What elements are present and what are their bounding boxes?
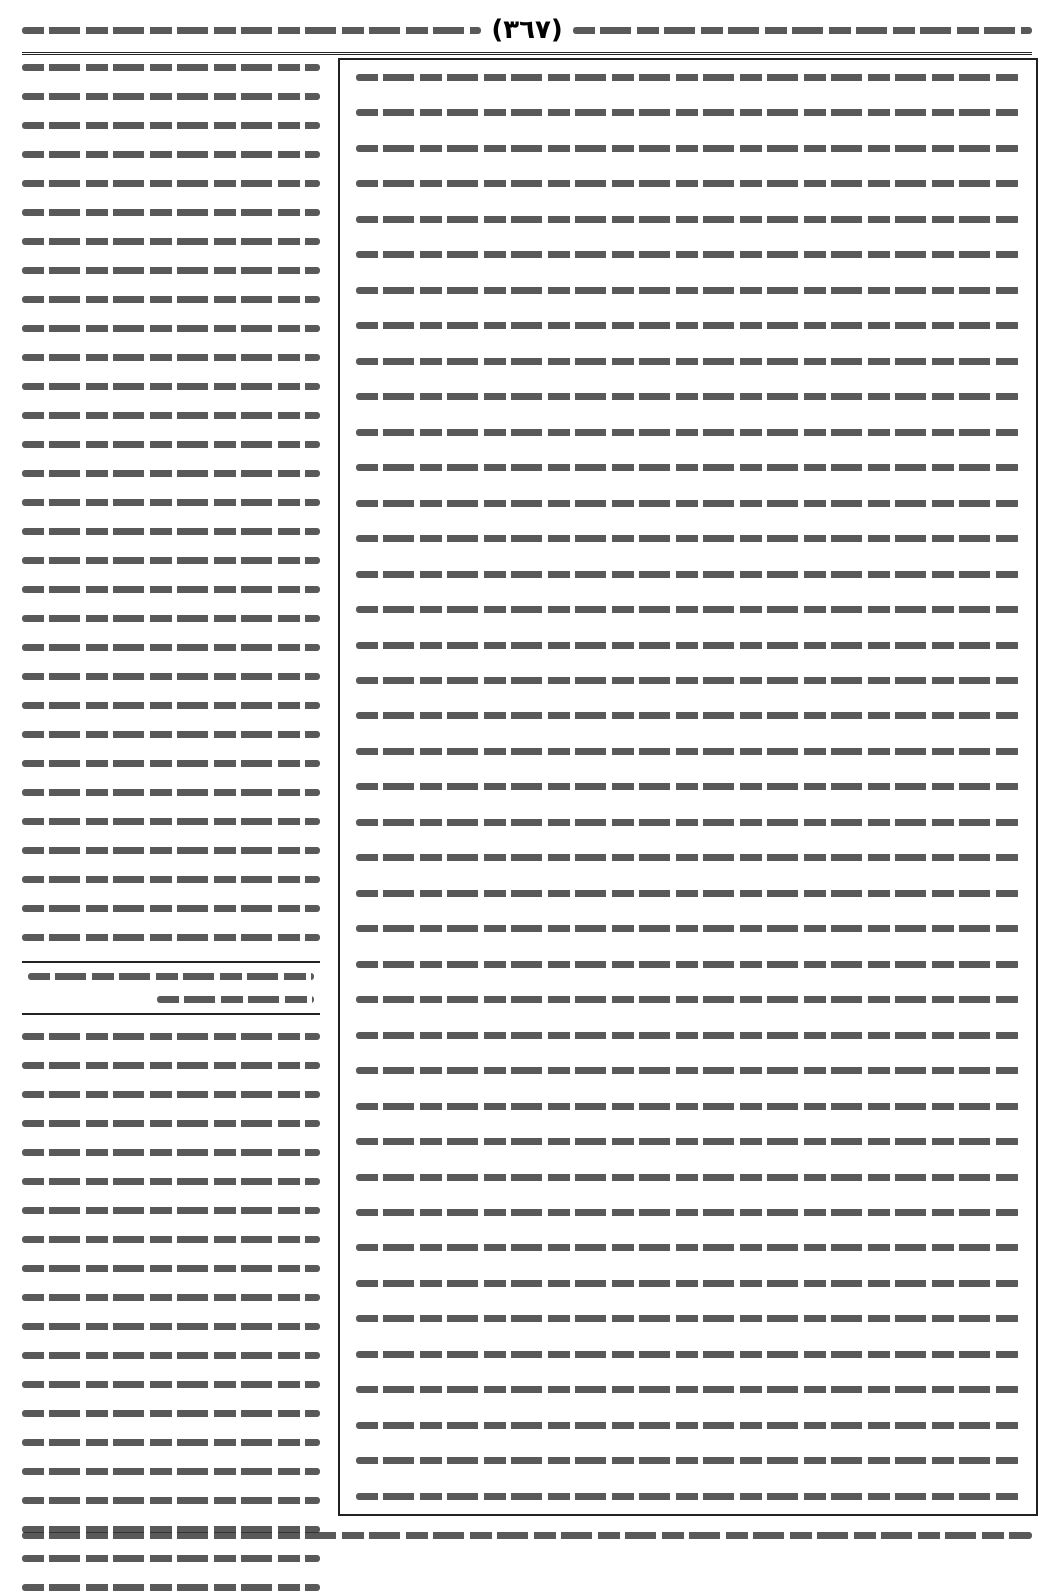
commentary-text-line bbox=[356, 642, 1020, 649]
hadith-text-line bbox=[22, 354, 320, 361]
commentary-text-line bbox=[356, 1209, 1020, 1216]
hadith-text-line bbox=[22, 789, 320, 796]
commentary-text-line bbox=[356, 109, 1020, 116]
commentary-text-line bbox=[356, 819, 1020, 826]
commentary-text-line bbox=[356, 890, 1020, 897]
hadith-text-line bbox=[22, 702, 320, 709]
commentary-text-line bbox=[356, 322, 1020, 329]
commentary-text-line bbox=[356, 996, 1020, 1003]
hadith-text-line bbox=[22, 296, 320, 303]
hadith-text-line bbox=[22, 325, 320, 332]
page-footer-line bbox=[22, 1524, 1032, 1546]
commentary-text-line bbox=[356, 180, 1020, 187]
commentary-text-line bbox=[356, 606, 1020, 613]
hadith-text-line bbox=[22, 441, 320, 448]
hadith-text-line bbox=[22, 673, 320, 680]
page-number: (٣٦٧) bbox=[491, 15, 563, 45]
commentary-text-line bbox=[356, 712, 1020, 719]
commentary-text-line bbox=[356, 748, 1020, 755]
commentary-text-line bbox=[356, 961, 1020, 968]
margin-commentary-line bbox=[22, 1410, 320, 1417]
commentary-text-line bbox=[356, 1032, 1020, 1039]
margin-commentary-line bbox=[22, 1439, 320, 1446]
hadith-text-line bbox=[22, 557, 320, 564]
margin-commentary-line bbox=[22, 1265, 320, 1272]
hadith-text-line bbox=[22, 760, 320, 767]
margin-commentary-line bbox=[22, 1149, 320, 1156]
hadith-text-line bbox=[22, 905, 320, 912]
commentary-text-line bbox=[356, 429, 1020, 436]
hadith-text-line bbox=[22, 64, 320, 71]
header-text-line bbox=[573, 27, 1032, 34]
page-header bbox=[22, 8, 1032, 55]
margin-commentary-line bbox=[22, 1207, 320, 1214]
chapter-heading-line bbox=[157, 996, 314, 1003]
hadith-margin-column bbox=[18, 58, 324, 1516]
margin-commentary-line bbox=[22, 1352, 320, 1359]
commentary-text-line bbox=[356, 1244, 1020, 1251]
commentary-text-line bbox=[356, 1138, 1020, 1145]
commentary-text-line bbox=[356, 783, 1020, 790]
commentary-text-line bbox=[356, 1386, 1020, 1393]
commentary-text-line bbox=[356, 500, 1020, 507]
margin-commentary-line bbox=[22, 1323, 320, 1330]
hadith-text-line bbox=[22, 180, 320, 187]
commentary-text-line bbox=[356, 1174, 1020, 1181]
header-text-lines bbox=[573, 27, 1032, 34]
commentary-text-line bbox=[356, 535, 1020, 542]
commentary-frame bbox=[338, 58, 1038, 1516]
commentary-text-line bbox=[356, 925, 1020, 932]
margin-commentary-line bbox=[22, 1381, 320, 1388]
hadith-text-line bbox=[22, 93, 320, 100]
commentary-text-line bbox=[356, 74, 1020, 81]
hadith-text-line bbox=[22, 586, 320, 593]
header-text-line bbox=[22, 27, 481, 34]
commentary-text-line bbox=[356, 677, 1020, 684]
commentary-text-line bbox=[356, 1493, 1020, 1500]
commentary-text-line bbox=[356, 358, 1020, 365]
margin-commentary-line bbox=[22, 1236, 320, 1243]
margin-commentary-line bbox=[22, 1033, 320, 1040]
chapter-heading-line bbox=[28, 973, 314, 980]
hadith-text-line bbox=[22, 876, 320, 883]
hadith-text-line bbox=[22, 470, 320, 477]
commentary-text-line bbox=[356, 393, 1020, 400]
hadith-text-line bbox=[22, 615, 320, 622]
margin-commentary-line bbox=[22, 1062, 320, 1069]
commentary-text-line bbox=[356, 1103, 1020, 1110]
hadith-text-line bbox=[22, 731, 320, 738]
commentary-text-line bbox=[356, 571, 1020, 578]
commentary-text-line bbox=[356, 1067, 1020, 1074]
hadith-text-line bbox=[22, 528, 320, 535]
hadith-text-line bbox=[22, 209, 320, 216]
margin-commentary-line bbox=[22, 1468, 320, 1475]
chapter-heading-box bbox=[22, 961, 320, 1015]
hadith-text-line bbox=[22, 267, 320, 274]
commentary-text-line bbox=[356, 1315, 1020, 1322]
commentary-text-line bbox=[356, 287, 1020, 294]
hadith-text-block bbox=[22, 64, 320, 941]
commentary-text-line bbox=[356, 1422, 1020, 1429]
hadith-text-line bbox=[22, 499, 320, 506]
hadith-text-line bbox=[22, 644, 320, 651]
hadith-text-line bbox=[22, 847, 320, 854]
margin-commentary-line bbox=[22, 1120, 320, 1127]
margin-commentary-line bbox=[22, 1584, 320, 1591]
header-text-lines bbox=[22, 27, 481, 34]
commentary-text-line bbox=[356, 854, 1020, 861]
hadith-text-line bbox=[22, 383, 320, 390]
margin-commentary-line bbox=[22, 1178, 320, 1185]
hadith-text-line bbox=[22, 122, 320, 129]
margin-commentary-line bbox=[22, 1294, 320, 1301]
margin-commentary-line bbox=[22, 1497, 320, 1504]
hadith-text-line bbox=[22, 818, 320, 825]
commentary-text-line bbox=[356, 145, 1020, 152]
commentary-text-line bbox=[356, 464, 1020, 471]
margin-commentary-block bbox=[22, 1033, 320, 1591]
commentary-text-line bbox=[356, 251, 1020, 258]
hadith-text-line bbox=[22, 238, 320, 245]
margin-commentary-line bbox=[22, 1091, 320, 1098]
hadith-text-line bbox=[22, 934, 320, 941]
hadith-text-line bbox=[22, 412, 320, 419]
commentary-text-line bbox=[356, 1351, 1020, 1358]
commentary-text-line bbox=[356, 216, 1020, 223]
commentary-text-line bbox=[356, 1280, 1020, 1287]
hadith-text-line bbox=[22, 151, 320, 158]
commentary-text-line bbox=[356, 1457, 1020, 1464]
footer-text-line bbox=[22, 1532, 1032, 1539]
